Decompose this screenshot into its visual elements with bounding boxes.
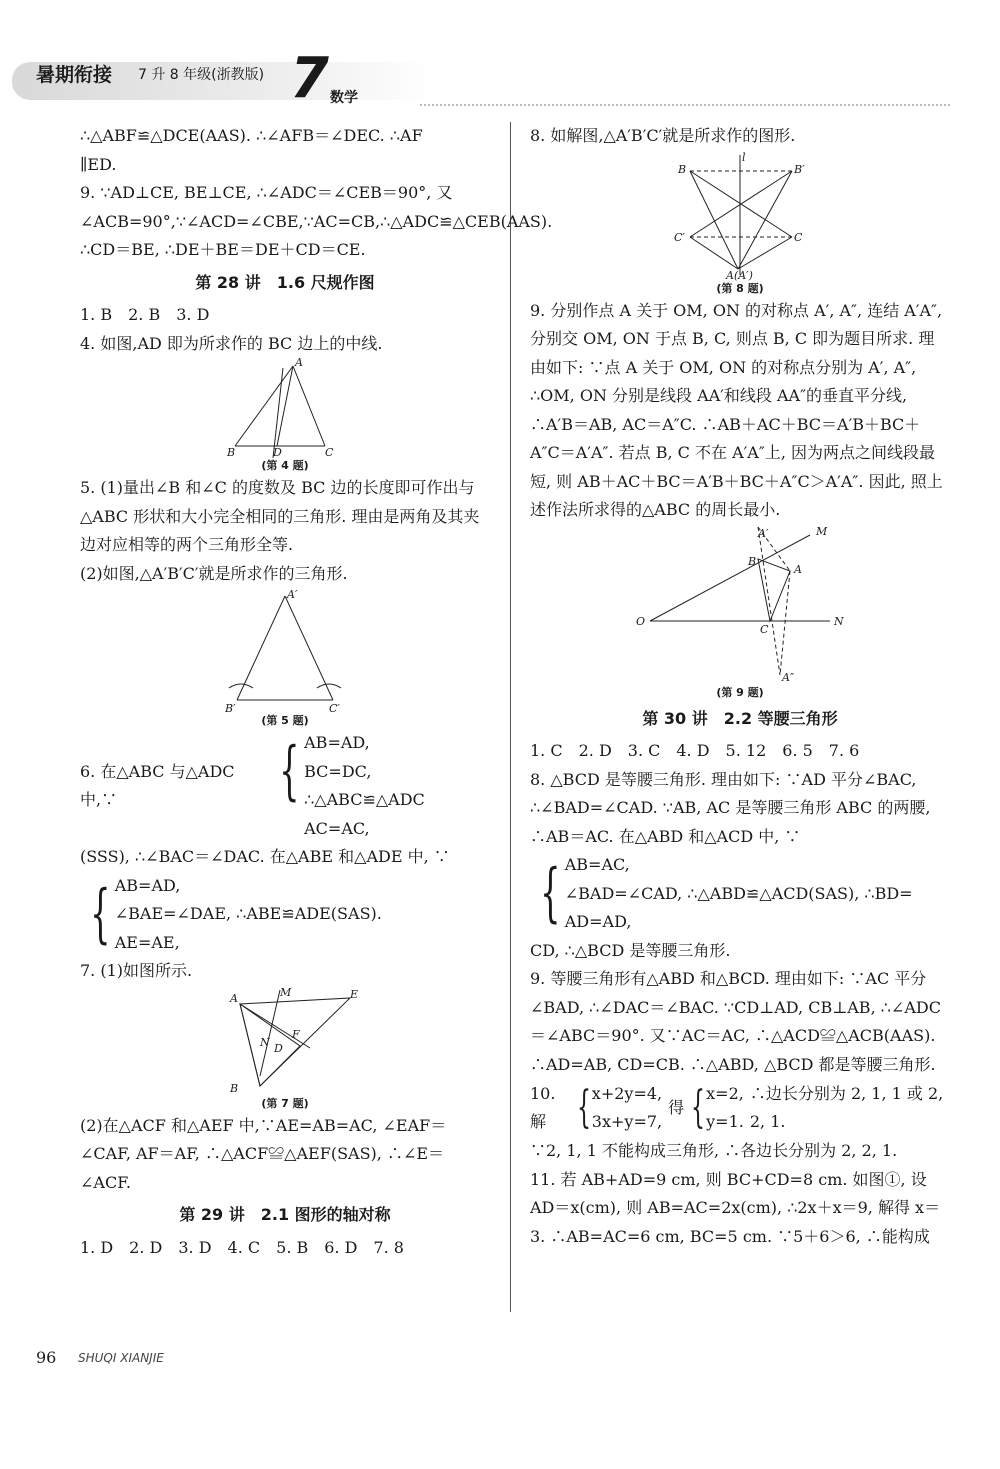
- caption-4: (第 4 题): [261, 459, 309, 472]
- svg-text:A′: A′: [287, 588, 298, 601]
- svg-text:A: A: [295, 358, 303, 369]
- answer-7: 7. (1)如图所示.: [80, 961, 193, 980]
- caption-7: (第 7 题): [261, 1096, 309, 1110]
- condition-line: BC=DC, ∴△ABC≌△ADC: [304, 761, 425, 809]
- answer-6-lead: 6. 在△ABC 与△ADC 中,∵: [80, 761, 235, 809]
- svg-text:A″: A″: [782, 670, 795, 684]
- figure-9: [630, 525, 850, 685]
- figure-5: [225, 588, 345, 713]
- svg-text:F: F: [292, 1027, 300, 1041]
- svg-text:N: N: [260, 1035, 270, 1049]
- answer-7-part2: (2)在△ACF 和△AEF 中,∵AE=AB=AC, ∠EAF＝∠CAF, AF＝AF, ∴△ACF≌△AEF(SAS), ∴∠E＝∠ACF.: [80, 1115, 447, 1192]
- section-28-title: 第 28 讲 1.6 尺规作图: [195, 272, 375, 292]
- page-number: 96: [36, 1348, 57, 1367]
- caption-8: (第 8 题): [716, 281, 764, 295]
- text-line: ∥ED.: [80, 154, 117, 174]
- condition-line: AB=AD,: [304, 733, 370, 752]
- svg-text:l: l: [742, 150, 746, 164]
- section-30-title: 第 30 讲 2.2 等腰三角形: [642, 708, 838, 728]
- figure-7: [200, 986, 370, 1096]
- equation-line: x+2y=4,: [591, 1083, 663, 1103]
- right-column: [530, 122, 950, 1251]
- answer-9: 9. 分别作点 A 关于 OM, ON 的对称点 A′, A″, 连结 A′A″, 分别交 OM, ON 于点 B, C, 则点 B, C 即为题目所求. 理由如下: ∵点 A 关于 OM, ON 的对称点分别为 A′, A″, ∴OM, ON 分别是线段 AA′和线段 AA″的垂直平分线, ∴A′B＝AB, AC＝A″C. ∴AB＋AC＋BC＝A′B＋BC＋A″C＝A′A″. 若点 B, C 不在 A′A″上, 因为两点之间线段最短, 则 AB＋AC＋BC＝A′B＋BC＋A″C＞A′A″. 因此, 照上述作法所求得的△ABC 的周长最小.: [530, 300, 943, 519]
- answers-30: 1. C 2. D 3. C 4. D 5. 12 6. 5 7. 6: [530, 741, 860, 760]
- svg-text:M: M: [816, 524, 828, 538]
- condition-line: AB=AD,: [114, 875, 181, 895]
- equation-line: x=2,: [706, 1083, 744, 1103]
- header-divider: [420, 104, 950, 106]
- brace-glyph: {: [576, 1082, 591, 1133]
- figure-8: [670, 151, 810, 281]
- caption-9: (第 9 题): [716, 685, 764, 699]
- condition-line: AE=AE,: [114, 932, 180, 952]
- column-divider: [510, 122, 511, 1312]
- answer-10-lead: 10. 解: [530, 1083, 556, 1131]
- answer-10-result: ∴边长分别为 2, 1, 1 或 2, 2, 1.: [749, 1083, 944, 1131]
- answer-10-conclusion: ∵2, 1, 1 不能构成三角形, ∴各边长分别为 2, 2, 1.: [530, 1141, 898, 1160]
- svg-text:C: C: [325, 446, 334, 458]
- answers-28: 1. B 2. B 3. D: [80, 305, 210, 324]
- answer-8b-end: CD, ∴△BCD 是等腰三角形.: [530, 940, 731, 960]
- condition-line: AB=AC,: [564, 855, 630, 874]
- svg-text:C: C: [760, 622, 769, 636]
- svg-text:N: N: [834, 614, 844, 628]
- section-29-title: 第 29 讲 2.1 图形的轴对称: [179, 1205, 391, 1224]
- svg-text:M: M: [280, 985, 292, 999]
- series-title: 暑期衔接: [36, 64, 113, 86]
- svg-text:B: B: [227, 446, 236, 458]
- brace-glyph: {: [540, 856, 561, 930]
- svg-text:C′: C′: [329, 702, 340, 713]
- answer-6-system-1: [80, 729, 490, 843]
- answer-8b-system: [530, 851, 950, 937]
- answers-29: 1. D 2. D 3. D 4. C 5. B 6. D 7. 8: [80, 1237, 404, 1257]
- answer-8: 8. 如解图,△A′B′C′就是所求作的图形.: [530, 126, 796, 145]
- svg-text:E: E: [350, 987, 359, 1001]
- subject-label: 数学: [330, 90, 358, 106]
- brace-glyph: {: [279, 734, 300, 808]
- svg-text:A(A′): A(A′): [726, 268, 753, 281]
- caption-5: (第 5 题): [261, 714, 309, 727]
- brace-glyph: {: [691, 1082, 706, 1133]
- svg-text:D: D: [274, 1041, 283, 1055]
- answer-9: 9. ∵AD⊥CE, BE⊥CE, ∴∠ADC＝∠CEB＝90°, 又∠ACB=90°,∵∠ACD=∠CBE,∵AC=CB,∴△ADC≌△CEB(AAS). ∴CD＝BE, ∴DE＋BE＝DE＋CD＝CE.: [80, 183, 553, 259]
- svg-text:C: C: [794, 230, 803, 244]
- answer-11: 11. 若 AB+AD=9 cm, 则 BC+CD=8 cm. 如图①, 设 AD＝x(cm), 则 AB=AC=2x(cm), ∴2x＋x＝9, 解得 x＝3. ∴AB=AC=6 cm, BC=5 cm. ∵5＋6＞6, ∴能构成: [530, 1169, 941, 1246]
- answer-10-de: 得: [668, 1097, 685, 1117]
- answer-8b: 8. △BCD 是等腰三角形. 理由如下: ∵AD 平分∠BAC, ∴∠BAD=∠CAD. ∵AB, AC 是等腰三角形 ABC 的两腰, ∴AB＝AC. 在△ABD 和△ACD 中, ∵: [530, 769, 931, 846]
- svg-text:A: A: [230, 991, 238, 1005]
- svg-text:B′: B′: [225, 702, 236, 713]
- grade-label: 7 升 8 年级(浙教版): [138, 67, 265, 83]
- condition-line: ∠BAE=∠DAE, ∴ABE≌ADE(SAS).: [114, 904, 382, 923]
- brace-glyph: {: [90, 876, 111, 951]
- condition-line: ∠BAD=∠CAD, ∴△ABD≌△ACD(SAS), ∴BD=: [564, 883, 913, 903]
- condition-line: AC=AC,: [304, 818, 370, 838]
- figure-4: [225, 358, 345, 458]
- grade-number: 7: [290, 46, 329, 111]
- answer-10-systems: [530, 1079, 950, 1137]
- equation-line: 3x+y=7,: [591, 1112, 663, 1131]
- equation-line: y=1.: [706, 1112, 744, 1131]
- svg-text:C′: C′: [674, 230, 685, 244]
- answer-4: 4. 如图,AD 即为所求作的 BC 边上的中线.: [80, 333, 383, 353]
- answer-6-middle: (SSS), ∴∠BAC＝∠DAC. 在△ABE 和△ADE 中, ∵: [80, 847, 450, 866]
- svg-text:A: A: [794, 562, 802, 576]
- svg-text:O: O: [636, 614, 646, 628]
- answer-5-part2: (2)如图,△A′B′C′就是所求作的三角形.: [80, 563, 348, 583]
- condition-line: AD=AD,: [564, 912, 632, 931]
- answer-6-system-2: [80, 872, 490, 958]
- svg-text:D: D: [273, 446, 282, 458]
- answer-5-part1: 5. (1)量出∠B 和∠C 的度数及 BC 边的长度即可作出与△ABC 形状和大小完全相同的三角形. 理由是两角及其夹边对应相等的两个三角形全等.: [80, 478, 480, 554]
- text-line: ∴△ABF≌△DCE(AAS). ∴∠AFB＝∠DEC. ∴AF: [80, 126, 423, 145]
- svg-text:B: B: [678, 162, 687, 176]
- svg-text:B: B: [748, 554, 757, 568]
- svg-text:B: B: [230, 1081, 239, 1095]
- footer-brand: SHUQI XIANJIE: [78, 1351, 164, 1365]
- svg-text:B′: B′: [794, 162, 805, 176]
- svg-text:A′: A′: [758, 526, 769, 540]
- answer-9b: 9. 等腰三角形有△ABD 和△BCD. 理由如下: ∵AC 平分∠BAD, ∴∠DAC＝∠BAC. ∵CD⊥AD, CB⊥AB, ∴∠ADC＝∠ABC＝90°. 又∵AC＝AC, ∴△ACD≌△ACB(AAS). ∴AD=AB, CD=CB. ∴△ABD, △BCD 都是等腰三角形.: [530, 969, 941, 1074]
